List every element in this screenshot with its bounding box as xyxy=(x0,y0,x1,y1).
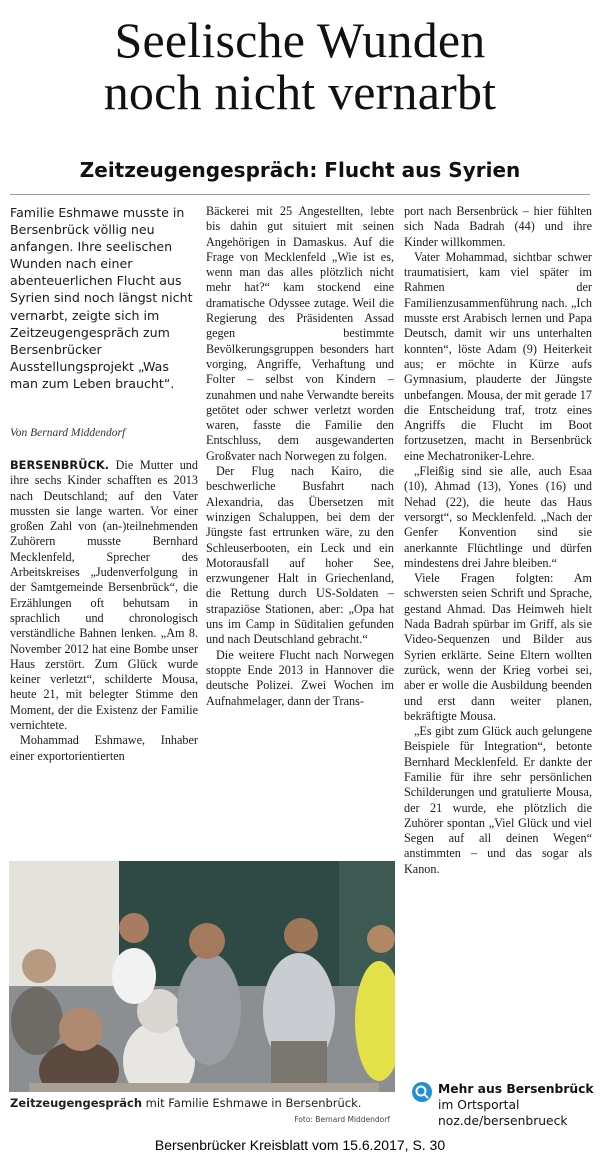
paragraph: Vater Mohammad, sichtbar schwer traumatisiert, kam viel später im Rahmen der Familienzusammenführung nach. „Ich musste erst Arabisch lernen und Papa Deutsch, damit wir uns unterhalten konnten“, löste Adam (9) Heiterkeit aus; er möchte in Kürze aufs Gymnasium, plauderte der Jüngste unbefangen. Mousa, der mit gerade 17 die Entscheidung traf, trotz eines Angriffs die Flucht im Boot fortzusetzen, macht in Bersenbrück eine Mechatroniker-Lehre. xyxy=(404,249,592,463)
column-1 xyxy=(10,458,198,764)
promo-box[interactable] xyxy=(408,1078,598,1130)
subheadline-divider xyxy=(10,194,590,195)
paragraph: „Es gibt zum Glück auch gelungene Beispiele für Integration“, betonte Bernhard Mecklenfeld. Er dankte der Familie für ihre sehr persönlichen Schilderungen und gratulierte Mousa, der 21 wurde, ehe plötzlich die Zuhörer spontan „Viel Glück und viel Segen auf all deinen Wegen“ anstimmten – und das sogar als Kanon. xyxy=(404,724,592,876)
source-footer: Bersenbrücker Kreisblatt vom 15.6.2017, S. 30 xyxy=(154,1137,446,1153)
headline-line-1: Seelische Wunden xyxy=(114,12,486,68)
headline xyxy=(0,14,600,118)
caption-lead: Zeitzeugengespräch xyxy=(10,1096,143,1110)
headline-line-2: noch nicht vernarbt xyxy=(103,64,497,120)
paragraph-text: Die Mutter und ihre sechs Kinder schafften es 2013 nach Deutschland; auf den Vater mussten sie lange warten. Vor einer großen Zahl von (an-)teilnehmenden Zuhörern musste Bernhard Mecklenfeld, Sprecher des Arbeitskreises „Judenverfolgung in der Samtgemeinde Bersenbrück“, die Erzählungen oft behutsam in sprachlich und chronologisch verständliche Bahnen lenken. „Am 8. November 2012 hat eine Bombe unser Haus zerstört. Zum Glück wurde keiner verletzt“, schilderte Mousa, heute 21, mit belegter Stimme den Moment, der die Existenz der Familie vernichtete. xyxy=(10,458,198,733)
photo-caption xyxy=(10,1096,396,1110)
lead-paragraph: Familie Eshmawe musste in Bersenbrück völlig neu anfangen. Ihre seelischen Wunden nach einer abenteuerlichen Flucht aus Syrien sind noch längst nicht vernarbt, zeigte sich im Zeitzeugengespräch zum Bersenbrücker Ausstellungsprojekt „Was man zum Leben braucht“. xyxy=(10,205,193,391)
paragraph: Die weitere Flucht nach Norwegen stoppte Ende 2013 in Hannover die deutsche Polizei. Zwei Wochen im Aufnahmelager, dann der Trans- xyxy=(206,647,394,708)
paragraph: Bäckerei mit 25 Angestellten, lebte bis dahin gut situiert mit seinen Angehörigen in Damaskus. Auf die Frage von Mecklenfeld „Wie ist es, wenn man das alles plötzlich nicht mehr hat?“ kam stockend eine dramatische Odyssee zutage. Weil die Regierung des Präsidenten Assad gegen bestimmte Bevölkerungsgruppen besonders hart vorging, Angriffe, Verhaftung und Folter – selbst von Kindern – zunahmen und nahe Verwandte bereits getötet oder schwer verletzt worden waren, fasste die Familie den Entschluss, dem ausgewanderten Großvater nach Norwegen zu folgen. xyxy=(206,204,394,463)
photo-illustration xyxy=(9,861,395,1092)
paragraph: Der Flug nach Kairo, die beschwerliche Busfahrt nach Alexandria, das Übersetzen mit winzigen Schaluppen, bei dem der Jüngste fast ertrunken wäre, zu den Schleuserbooten, ein Leck und ein Motorausfall auf hoher See, erzwungener Halt in Griechenland, die Rettung durch US-Soldaten – strapaziöse Stationen, aber: „Opa hat uns im Camp in Süditalien gefunden und nach Deutschland gebracht.“ xyxy=(206,464,394,647)
paragraph xyxy=(10,458,198,733)
search-icon xyxy=(412,1082,432,1102)
paragraph: port nach Bersenbrück – hier fühlten sich Nada Badrah (44) und ihre Kinder willkommen. xyxy=(404,204,592,249)
promo-subtitle: im Ortsportal xyxy=(438,1098,520,1112)
dateline: BERSENBRÜCK. xyxy=(10,458,109,472)
paragraph: „Fleißig sind sie alle, auch Esaa (10), Ahmad (13), Yones (16) und Nehad (22), die heute das Haus versorgt“, so Mecklenfeld. „Nach der Genfer Konvention sind sie anerkannte Flüchtlinge und dürfen mindestens drei Jahre bleiben.“ xyxy=(404,464,592,570)
caption-text: mit Familie Eshmawe in Bersenbrück. xyxy=(142,1096,362,1110)
promo-title: Mehr aus Bersenbrück xyxy=(438,1082,594,1096)
photo-credit: Foto: Bernard Middendorf xyxy=(294,1115,390,1124)
subheadline: Zeitzeugengespräch: Flucht aus Syrien xyxy=(79,158,521,182)
paragraph: Viele Fragen folgten: Am schwersten seien Schrift und Sprache, gestand Ahmad. Das Heimweh hielt Nada Badrah spürbar im Griff, als sie Video-Sequenzen und Bilder aus Syrien erklärte. Seine Eltern wollten zurück, wenn der Krieg vorbei sei, aber er wolle die Ausbildung beenden und erst dann weiter planen, bekräftigte Mousa. xyxy=(404,571,592,723)
article-photo xyxy=(9,861,395,1092)
column-2 xyxy=(206,204,394,709)
byline: Von Bernard Middendorf xyxy=(10,427,126,439)
column-3 xyxy=(404,204,592,877)
paragraph: Mohammad Eshmawe, Inhaber einer exportorientierten xyxy=(10,733,198,763)
promo-link[interactable]: noz.de/bersenbrueck xyxy=(438,1114,568,1128)
